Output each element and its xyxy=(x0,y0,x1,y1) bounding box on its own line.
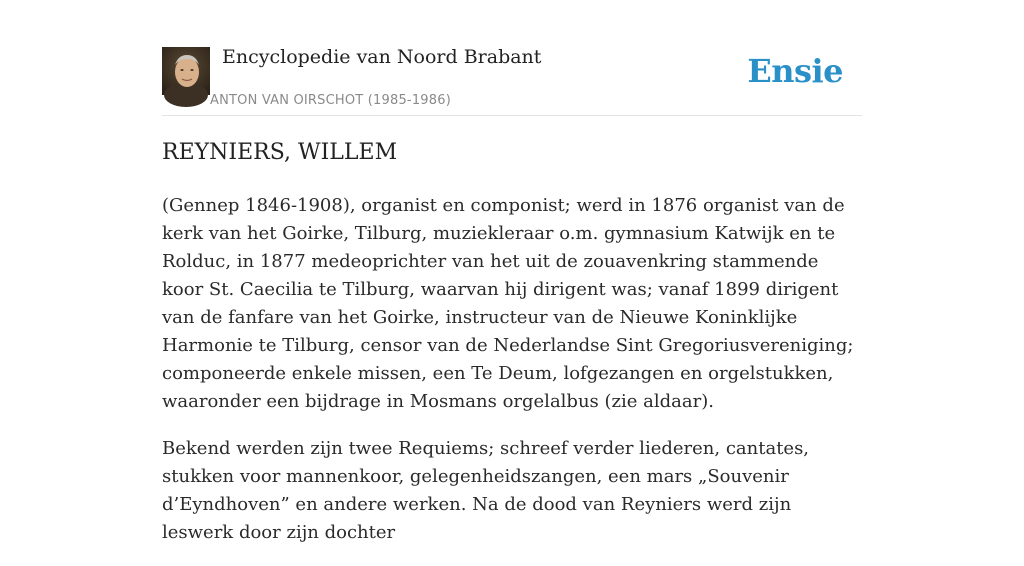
brand-logo[interactable]: Ensie xyxy=(747,52,843,90)
entry-title: REYNIERS, WILLEM xyxy=(162,140,398,165)
source-header xyxy=(162,46,862,116)
body-paragraph: Bekend werden zijn twee Requiems; schreef verder liederen, cantates, stukken voor mannenkoor, gelegenheidszangen, een mars „Souvenir d’Eyndhoven” en andere werken. Na de dood van Reyniers werd zijn leswerk door zijn dochter xyxy=(162,438,810,543)
source-title[interactable]: Encyclopedie van Noord Brabant xyxy=(222,46,542,68)
author-portrait-icon xyxy=(162,47,210,95)
entry-body xyxy=(162,192,862,566)
author-byline[interactable]: ANTON VAN OIRSCHOT (1985-1986) xyxy=(210,93,451,108)
body-paragraph: (Gennep 1846-1908), organist en componist; werd in 1876 organist van de kerk van het Goirke, Tilburg, muziekleraar o.m. gymnasium Katwijk en te Rolduc, in 1877 medeoprichter van het uit de zouavenkring stammende koor St. Caecilia te Tilburg, waarvan hij dirigent was; vanaf 1899 dirigent van de fanfare van het Goirke, instructeur van de Nieuwe Koninklijke Harmonie te Tilburg, censor van de Nederlandse Sint Gregoriusvereniging; componeerde enkele missen, een Te Deum, lofgezangen en orgelstukken, waaronder een bijdrage in Mosmans orgelalbus (zie aldaar). xyxy=(162,195,854,412)
header-divider xyxy=(162,115,862,116)
author-avatar[interactable] xyxy=(162,47,210,95)
